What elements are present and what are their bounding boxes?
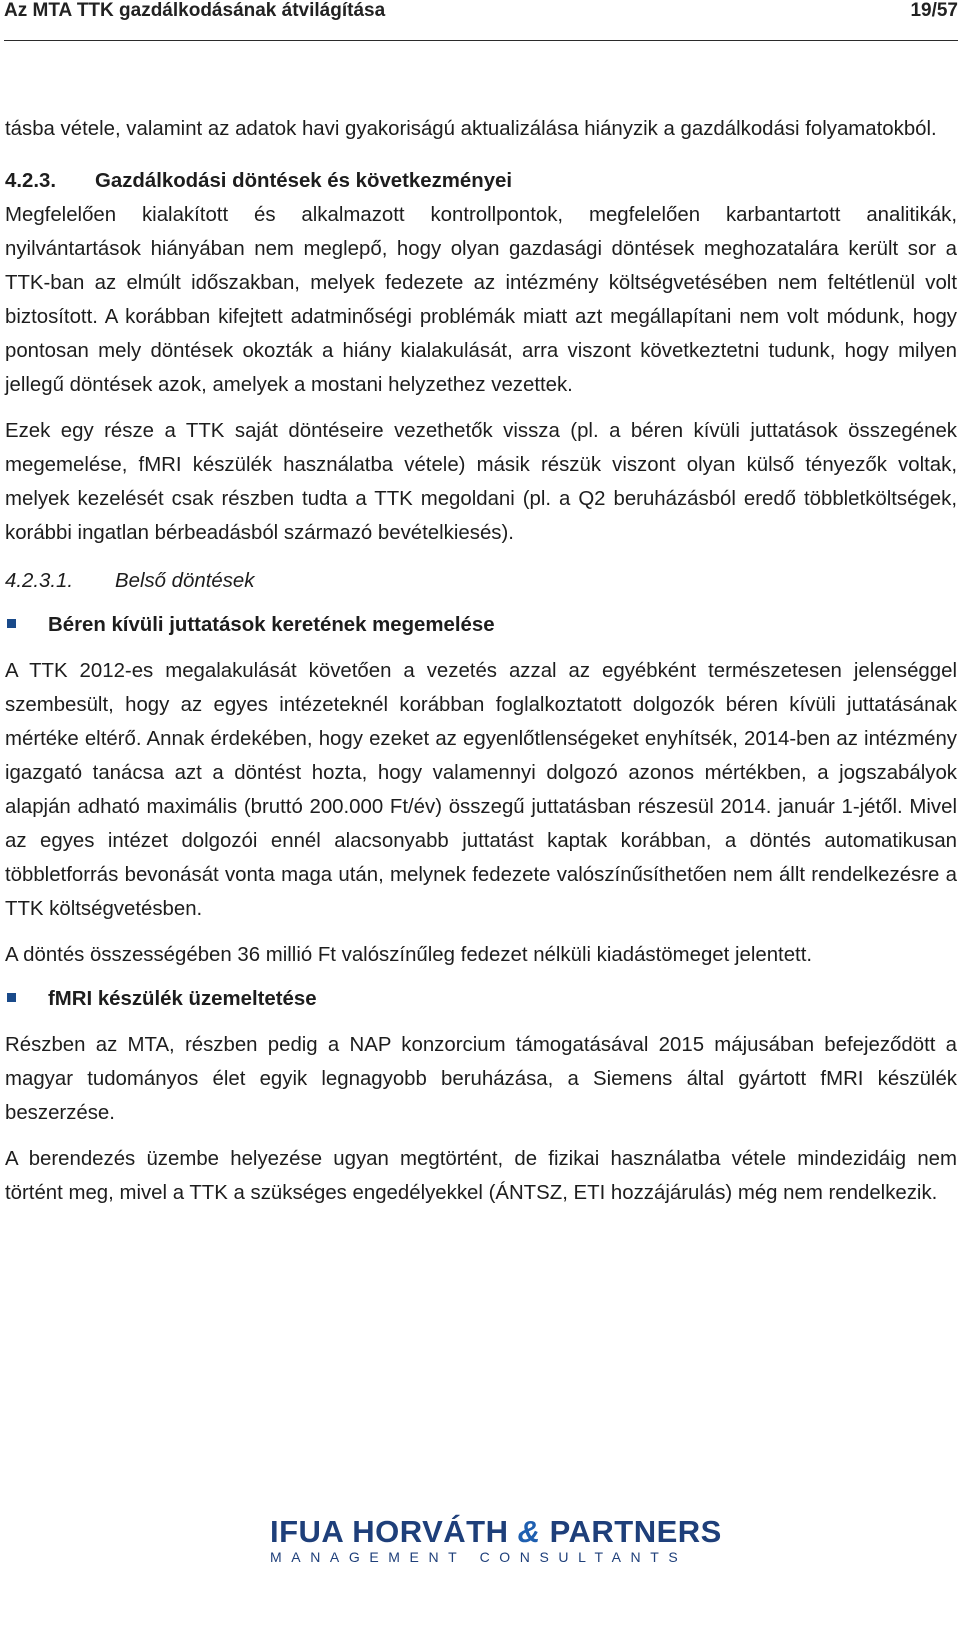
logo-tagline: MANAGEMENT CONSULTANTS (270, 1549, 688, 1565)
bullet-title: Béren kívüli juttatások keretének megemelése (48, 614, 495, 636)
document-title: Az MTA TTK gazdálkodásának átvilágítása (4, 0, 386, 21)
company-logo (270, 1514, 722, 1565)
square-bullet-icon (7, 619, 16, 628)
page-header (4, 0, 958, 41)
logo-wordmark: IFUA HORVÁTH & PARTNERS (270, 1514, 722, 1549)
section-title: Gazdálkodási döntések és következményei (95, 170, 513, 192)
fmri-paragraph-2: A berendezés üzembe helyezése ugyan megtörtént, de fizikai használatba vétele mindezidáig nem történt meg, mivel a TTK a szükséges engedélyekkel (ÁNTSZ, ETI hozzájárulás) még nem rendelkezik. (5, 1148, 957, 1204)
section-paragraph-1: Megfelelően kialakított és alkalmazott kontrollpontok, megfelelően karbantartott analitikák, nyilvántartások hiányában nem meglepő, hogy olyan gazdasági döntések meghozatalára került sor a TTK-ban az elmúlt időszakban, melyek fedezete az intézmény költségvetésében nem feltétlenül volt biztosított. A korábban kifejtett adatminőségi problémák miatt azt megállapítani nem volt módunk, hogy pontosan mely döntések okozták a hiány kialakulását, arra viszont következtetni tudunk, hogy milyen jellegű döntések azok, amelyek a mostani helyzethez vezettek. (5, 204, 957, 396)
subsection-number: 4.2.3.1. (5, 570, 74, 592)
section-heading (5, 164, 957, 198)
subsection-title: Belső döntések (115, 570, 255, 592)
bullet-title: fMRI készülék üzemeltetése (48, 988, 317, 1010)
fmri-paragraph-1: Részben az MTA, részben pedig a NAP konzorcium támogatásával 2015 májusában befejeződött a magyar tudományos élet egyik legnagyobb beruházása, a Siemens által gyártott fMRI készülék beszerzése. (5, 1034, 957, 1124)
section-paragraph-2: Ezek egy része a TTK saját döntéseire vezethetők vissza (pl. a béren kívüli juttatások összegének megemelése, fMRI készülék használatba vétele) másik részük viszont olyan külső tényezők voltak, melyek kezelését csak részben tudta a TTK megoldani (pl. a Q2 beruházásból eredő többletköltségek, korábbi ingatlan bérbeadásból származó bevételkiesés). (5, 420, 957, 544)
benefits-paragraph-1: A TTK 2012-es megalakulását követően a vezetés azzal az egyébként természetesen jelenséggel szembesült, hogy az egyes intézeteknél korábban foglalkoztatott dolgozók béren kívüli juttatásának mértéke eltérő. Annak érdekében, hogy ezeket az egyenlőtlenségeket enyhítsék, 2014-ben az intézmény igazgató tanácsa azt a döntést hozta, hogy valamennyi dolgozó azonos mértékben, a jogszabályok alapján adható maximális (bruttó 200.000 Ft/év) összegű juttatásban részesül 2014. január 1-jétől. Mivel az egyes intézet dolgozói ennél alacsonyabb juttatást kaptak korábban, a döntés automatikusan többletforrás bevonását vonta maga után, melynek fedezete valószínűsíthetően nem állt rendelkezésre a TTK költségvetésben. (5, 660, 957, 920)
subsection-heading (5, 564, 957, 598)
bullet-heading-fmri (5, 982, 957, 1016)
page-number: 19/57 (910, 0, 958, 21)
benefits-paragraph-2: A döntés összességében 36 millió Ft valószínűleg fedezet nélküli kiadástömeget jelentett. (5, 944, 813, 966)
page-body (5, 112, 957, 1210)
section-number: 4.2.3. (5, 170, 57, 192)
intro-paragraph: tásba vétele, valamint az adatok havi gyakoriságú aktualizálása hiányzik a gazdálkodási folyamatokból. (5, 118, 937, 140)
bullet-heading-benefits (5, 608, 957, 642)
square-bullet-icon (7, 993, 16, 1002)
